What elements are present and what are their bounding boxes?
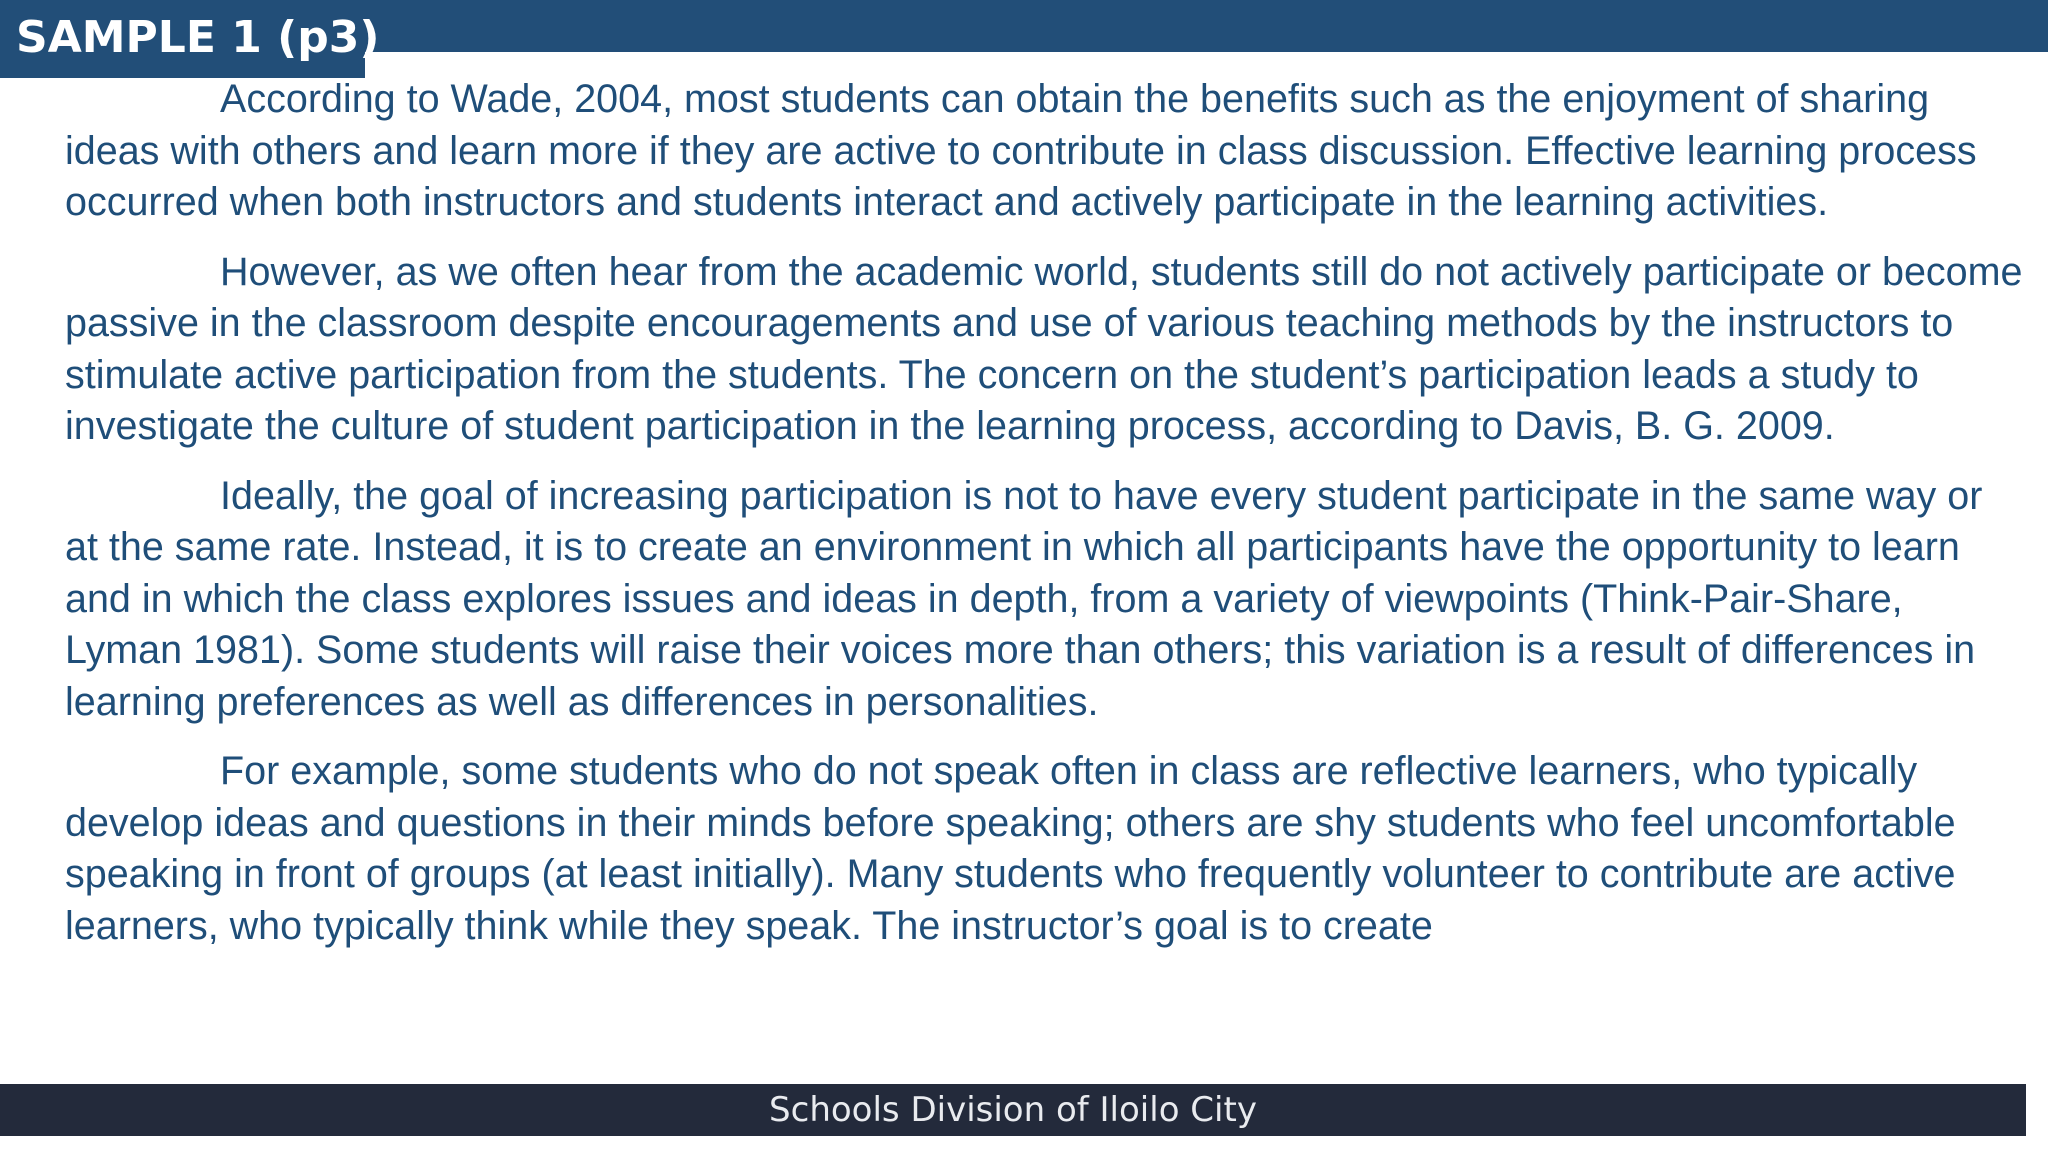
paragraph-1: According to Wade, 2004, most students can obtain the benefits such as the enjoyment of sharing ideas with others and learn more if they are active to contribute in class discussion. Effective learning process occurred when both instructors and students interact and actively participate in the learning activities. [65, 77, 1977, 224]
paragraph-2: However, as we often hear from the academic world, students still do not actively participate or become passive in the classroom despite encouragements and use of various teaching methods by the instructors to stimulate active participation from the students. The concern on the student’s participation leads a study to investigate the culture of student participation in the learning process, according to Davis, B. G. 2009. [65, 249, 2023, 448]
slide-title: SAMPLE 1 (p3) [16, 12, 380, 63]
paragraph-4: For example, some students who do not speak often in class are reflective learners, who typically develop ideas and questions in their minds before speaking; others are shy students who feel uncomfortable speaking in front of groups (at least initially). Many students who frequently volunteer to contribute are active learners, who typically think while they speak. The instructor’s goal is to create [65, 749, 1956, 948]
body-text [65, 74, 2025, 970]
footer-bar [0, 1084, 2026, 1136]
title-tab [0, 0, 380, 78]
footer-text: Schools Division of Iloilo City [769, 1090, 1257, 1130]
paragraph-3: Ideally, the goal of increasing participation is not to have every student participate in the same way or at the same rate. Instead, it is to create an environment in which all participants have the opportunity to learn and in which the class explores issues and ideas in depth, from a variety of viewpoints (Think-Pair-Share, Lyman 1981). Some students will raise their voices more than others; this variation is a result of differences in learning preferences as well as differences in personalities. [65, 473, 1983, 724]
